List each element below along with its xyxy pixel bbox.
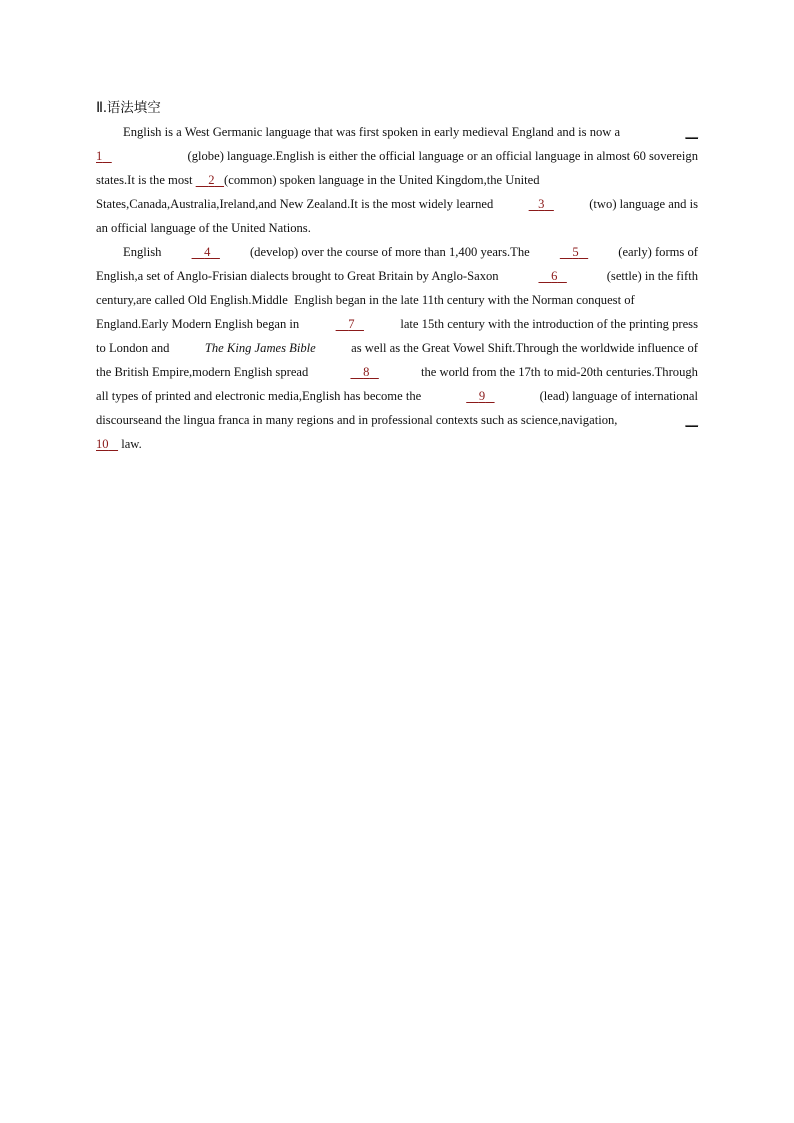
passage <box>96 120 698 456</box>
blank-4[interactable]: 4 <box>204 245 211 259</box>
passage-line: an official language of the United Nations. <box>96 221 311 235</box>
blank-8[interactable]: 8 <box>363 365 370 379</box>
section-title: 语法填空 <box>106 100 161 116</box>
blank-2[interactable]: 2 <box>208 173 215 187</box>
blank-10-lead: __ <box>685 413 698 427</box>
passage-line: English 4 (develop) over the course of more than 1,400 years.The 5 (early) forms of <box>96 240 698 264</box>
passage-line: discourseand the lingua franca in many regions and in professional contexts such as science,navigation, __ <box>96 408 698 432</box>
passage-line: to London and The King James Bible as well as the Great Vowel Shift.Through the worldwide influence of <box>96 336 698 360</box>
blank-3[interactable]: 3 <box>538 197 545 211</box>
passage-line: English is a West Germanic language that was first spoken in early medieval England and is now a __ <box>96 120 698 144</box>
passage-line: States,Canada,Australia,Ireland,and New Zealand.It is the most widely learned 3 (two) language and is <box>96 192 698 216</box>
blank-7[interactable]: 7 <box>348 317 355 331</box>
blank-1-lead: __ <box>685 125 698 139</box>
section-numeral: Ⅱ. <box>96 100 107 116</box>
passage-line: the British Empire,modern English spread 8 the world from the 17th to mid-20th centuries.Through <box>96 360 698 384</box>
book-title: The King James Bible <box>204 341 316 355</box>
passage-line: states.It is the most 2 (common) spoken language in the United Kingdom,the United <box>96 168 698 192</box>
blank-10[interactable]: 10 <box>96 437 109 451</box>
blank-1[interactable]: 1 <box>96 149 103 163</box>
blank-9[interactable]: 9 <box>478 389 486 403</box>
passage-line: 10 law. <box>96 432 698 456</box>
passage-line: all types of printed and electronic media,English has become the 9 (lead) language of international <box>96 384 698 408</box>
passage-line: English,a set of Anglo-Frisian dialects brought to Great Britain by Anglo-Saxon 6 (settle) in the fifth <box>96 264 698 288</box>
passage-line: England.Early Modern English began in 7 late 15th century with the introduction of the printing press <box>96 312 698 336</box>
passage-line: 1 (globe) language.English is either the official language or an official language in almost 60 sovereign <box>96 144 698 168</box>
blank-5[interactable]: 5 <box>572 245 579 259</box>
section-heading <box>96 98 161 118</box>
passage-line: century,are called Old English.Middle English began in the late 11th century with the Norman conquest of <box>96 293 635 307</box>
blank-6[interactable]: 6 <box>551 269 558 283</box>
